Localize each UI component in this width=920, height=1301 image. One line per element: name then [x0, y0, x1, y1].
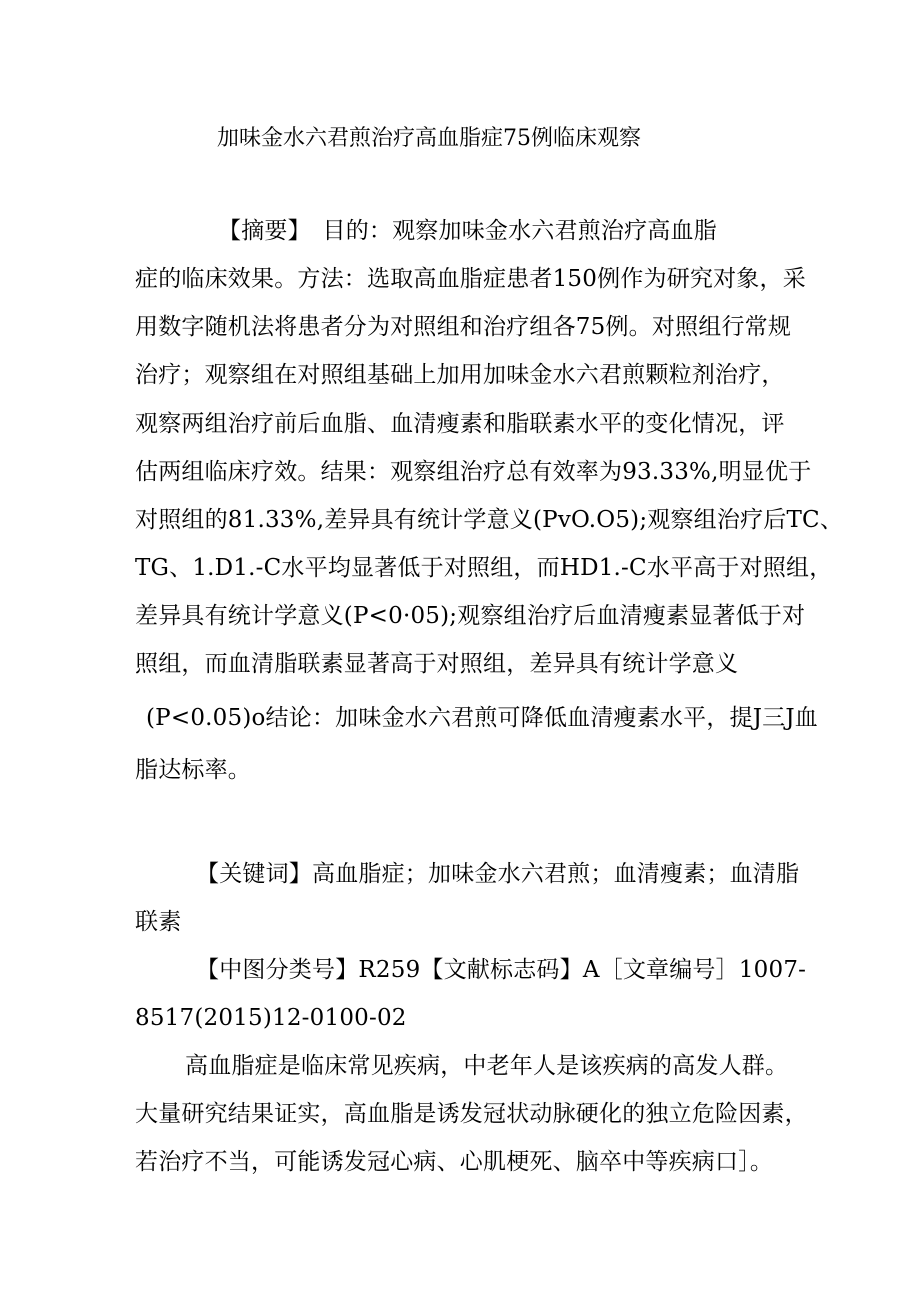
abstract-line: TG、1.D1.-C水平均显著低于对照组，而HD1.-C水平高于对照组， — [135, 555, 833, 581]
abstract-line: (P<0.05)o结论：加味金水六君煎可降低血清瘦素水平，提J三J血 — [146, 705, 818, 731]
abstract-line: 脂达标率。 — [135, 757, 251, 783]
body-line: 高血脂症是临床常见疾病，中老年人是该疾病的高发人群。 — [185, 1053, 789, 1079]
abstract-line: 治疗；观察组在对照组基础上加用加味金水六君煎颗粒剂治疗， — [135, 362, 785, 388]
body-line: 若治疗不当，可能诱发冠心病、心肌梗死、脑卒中等疾病口］。 — [135, 1149, 774, 1175]
abstract-line: 症的临床效果。方法：选取高血脂症患者150例作为研究对象，采 — [135, 266, 806, 292]
keywords-line: 联素 — [135, 909, 182, 935]
abstract-line: 照组，而血清脂联素显著高于对照组，差异具有统计学意义 — [135, 651, 739, 677]
abstract-line: 差异具有统计学意义(P<0·05);观察组治疗后血清瘦素显著低于对 — [135, 603, 806, 629]
body-line: 大量研究结果证实，高血脂是诱发冠状动脉硬化的独立危险因素， — [135, 1101, 808, 1127]
abstract-line: 【摘要】 目的：观察加味金水六君煎治疗高血脂 — [218, 218, 717, 244]
classification-line: 8517(2015)12-0100-02 — [135, 1005, 407, 1031]
abstract-line: 用数字随机法将患者分为对照组和治疗组各75例。对照组行常规 — [135, 314, 792, 340]
abstract-line: 估两组临床疗效。结果：观察组治疗总有效率为93.33%,明显优于 — [135, 459, 812, 485]
paper-title: 加味金水六君煎治疗高血脂症75例临床观察 — [217, 126, 641, 151]
classification-line: 【中图分类号】R259【文献标志码】A［文章编号］1007- — [196, 957, 807, 983]
keywords-line: 【关键词】高血脂症；加味金水六君煎；血清瘦素；血清脂 — [196, 861, 800, 887]
abstract-line: 观察两组治疗前后血脂、血清瘦素和脂联素水平的变化情况，评 — [135, 411, 785, 437]
abstract-line: 对照组的81.33%,差异具有统计学意义(PvO.O5);观察组治疗后TC、 — [135, 507, 844, 533]
